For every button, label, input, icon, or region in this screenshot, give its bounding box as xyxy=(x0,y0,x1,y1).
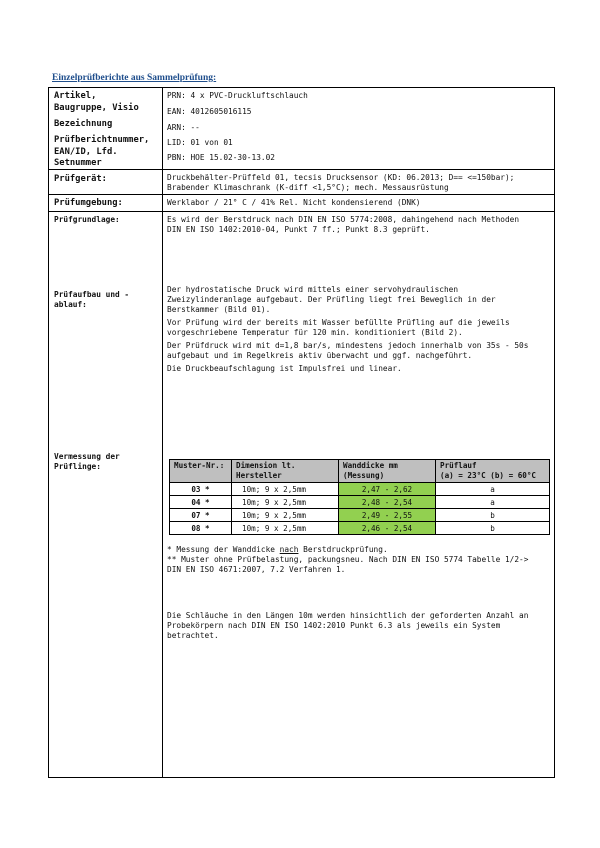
header-dimension-line-1: Dimension lt. xyxy=(236,461,296,470)
label-ean-lfd: EAN/ID, Lfd. xyxy=(54,147,118,157)
cell-wanddicke: 2,49 - 2,55 xyxy=(339,509,436,522)
header-muster-nr: Muster-Nr.: xyxy=(170,460,232,483)
cell-prueflauf: a xyxy=(436,496,550,509)
measurement-notes xyxy=(167,545,551,575)
value-prn: PRN: 4 x PVC-Druckluftschlauch xyxy=(167,91,308,100)
cell-dimension: 10m; 9 x 2,5mm xyxy=(232,522,339,535)
label-baugruppe: Baugruppe, Visio xyxy=(54,103,139,113)
value-pruefumgebung: Werklabor / 21° C / 41% Rel. Nicht kondensierend (DNK) xyxy=(167,198,421,207)
final-line-2: Probekörpern nach DIN EN ISO 1402:2010 Punkt 6.3 als jeweils ein System xyxy=(167,621,501,630)
aufbau-p2-line-1: Vor Prüfung wird der bereits mit Wasser befüllte Prüfling auf die jeweils xyxy=(167,318,510,327)
pruefgeraet-line-2: Brabender Klimaschrank (K-diff <1,5°C); mech. Messausrüstung xyxy=(167,183,449,192)
row-divider xyxy=(49,169,554,170)
note-1-pre: * Messung der Wanddicke xyxy=(167,545,280,554)
header-dimension xyxy=(232,460,339,483)
value-pbn: PBN: HOE 15.02-30-13.02 xyxy=(167,153,275,162)
header-wanddicke-line-1: Wanddicke mm xyxy=(343,461,398,470)
label-pruefaufbau xyxy=(54,290,129,310)
cell-muster-nr: 04 * xyxy=(170,496,232,509)
header-prueflauf xyxy=(436,460,550,483)
measurement-table xyxy=(169,459,550,535)
final-line-3: betrachtet. xyxy=(167,631,219,640)
cell-dimension: 10m; 9 x 2,5mm xyxy=(232,483,339,496)
value-pruefaufbau xyxy=(167,285,551,377)
label-setnummer: Setnummer xyxy=(54,158,102,168)
cell-dimension: 10m; 9 x 2,5mm xyxy=(232,509,339,522)
cell-muster-nr: 08 * xyxy=(170,522,232,535)
aufbau-p1-line-3: Berstkammer (Bild 01). xyxy=(167,305,271,314)
header-prueflauf-line-2: (a) = 23°C (b) = 60°C xyxy=(440,471,537,480)
header-dimension-line-2: Hersteller xyxy=(236,471,282,480)
value-pruefgrundlage xyxy=(167,215,551,235)
aufbau-paragraph-2 xyxy=(167,318,551,338)
cell-wanddicke: 2,48 - 2,54 xyxy=(339,496,436,509)
value-ean: EAN: 4012605016115 xyxy=(167,107,252,116)
pruefaufbau-line-1: Prüfaufbau und - xyxy=(54,290,130,299)
row-divider xyxy=(49,194,554,195)
cell-muster-nr: 03 * xyxy=(170,483,232,496)
note-1-post: Berstdruckprüfung. xyxy=(298,545,388,554)
label-pruefgrundlage: Prüfgrundlage: xyxy=(54,215,120,224)
pruefaufbau-line-2: ablauf: xyxy=(54,300,87,309)
cell-prueflauf: b xyxy=(436,509,550,522)
aufbau-paragraph-1 xyxy=(167,285,551,315)
label-pruefbericht: Prüfberichtnummer, xyxy=(54,135,150,145)
value-lid: LID: 01 von 01 xyxy=(167,138,233,147)
table-row xyxy=(170,522,550,535)
table-row xyxy=(170,496,550,509)
label-vermessung xyxy=(54,452,120,472)
vermessung-line-1: Vermessung der xyxy=(54,452,120,461)
aufbau-p1-line-2: Zweizylinderanlage aufgebaut. Der Prüfling liegt frei Beweglich in der xyxy=(167,295,496,304)
cell-wanddicke: 2,46 - 2,54 xyxy=(339,522,436,535)
vermessung-line-2: Prüflinge: xyxy=(54,462,101,471)
value-arn: ARN: -- xyxy=(167,123,200,132)
note-2-line-2: DIN EN ISO 4671:2007, 7.2 Verfahren 1. xyxy=(167,565,346,574)
value-pruefgeraet xyxy=(167,173,551,193)
label-pruefgeraet: Prüfgerät: xyxy=(54,174,107,184)
grundlage-line-1: Es wird der Berstdruck nach DIN EN ISO 5774:2008, dahingehend nach Methoden xyxy=(167,215,520,224)
cell-prueflauf: a xyxy=(436,483,550,496)
label-artikel: Artikel, xyxy=(54,91,97,101)
cell-dimension: 10m; 9 x 2,5mm xyxy=(232,496,339,509)
label-pruefumgebung: Prüfumgebung: xyxy=(54,198,123,208)
report-table xyxy=(48,87,555,778)
row-divider xyxy=(49,211,554,212)
aufbau-paragraph-4: Die Druckbeaufschlagung ist Impulsfrei und linear. xyxy=(167,364,402,373)
measurement-header-row xyxy=(170,460,550,483)
header-wanddicke xyxy=(339,460,436,483)
cell-wanddicke: 2,47 - 2,62 xyxy=(339,483,436,496)
note-1-underlined: nach xyxy=(279,545,299,554)
column-divider xyxy=(162,88,163,777)
aufbau-p3-line-2: aufgebaut und im Regelkreis aktiv überwacht und ggf. nachgeführt. xyxy=(167,351,473,360)
report-heading: Einzelprüfberichte aus Sammelprüfung: xyxy=(52,73,217,83)
aufbau-p2-line-2: vorgeschriebene Temperatur für 120 min. konditioniert (Bild 2). xyxy=(167,328,463,337)
final-paragraph xyxy=(167,611,551,641)
header-wanddicke-line-2: (Messung) xyxy=(343,471,385,480)
aufbau-p3-line-1: Der Prüfdruck wird mit d=1,8 bar/s, mindestens jedoch innerhalb von 35s - 50s xyxy=(167,341,529,350)
aufbau-p1-line-1: Der hydrostatische Druck wird mittels einer servohydraulischen xyxy=(167,285,459,294)
label-bezeichnung: Bezeichnung xyxy=(54,119,113,129)
note-1 xyxy=(167,545,551,555)
table-row xyxy=(170,483,550,496)
cell-prueflauf: b xyxy=(436,522,550,535)
table-row xyxy=(170,509,550,522)
aufbau-paragraph-3 xyxy=(167,341,551,361)
pruefgeraet-line-1: Druckbehälter-Prüffeld 01, tecsis Drucksensor (KD: 06.2013; D== <=150bar); xyxy=(167,173,515,182)
cell-muster-nr: 07 * xyxy=(170,509,232,522)
final-line-1: Die Schläuche in den Längen 10m werden hinsichtlich der geforderten Anzahl an xyxy=(167,611,529,620)
header-prueflauf-line-1: Prüflauf xyxy=(440,461,477,470)
grundlage-line-2: DIN EN ISO 1402:2010-04, Punkt 7 ff.; Punkt 8.3 geprüft. xyxy=(167,225,430,234)
note-2-line-1: ** Muster ohne Prüfbelastung, packungsneu. Nach DIN EN ISO 5774 Tabelle 1/2-> xyxy=(167,555,529,564)
